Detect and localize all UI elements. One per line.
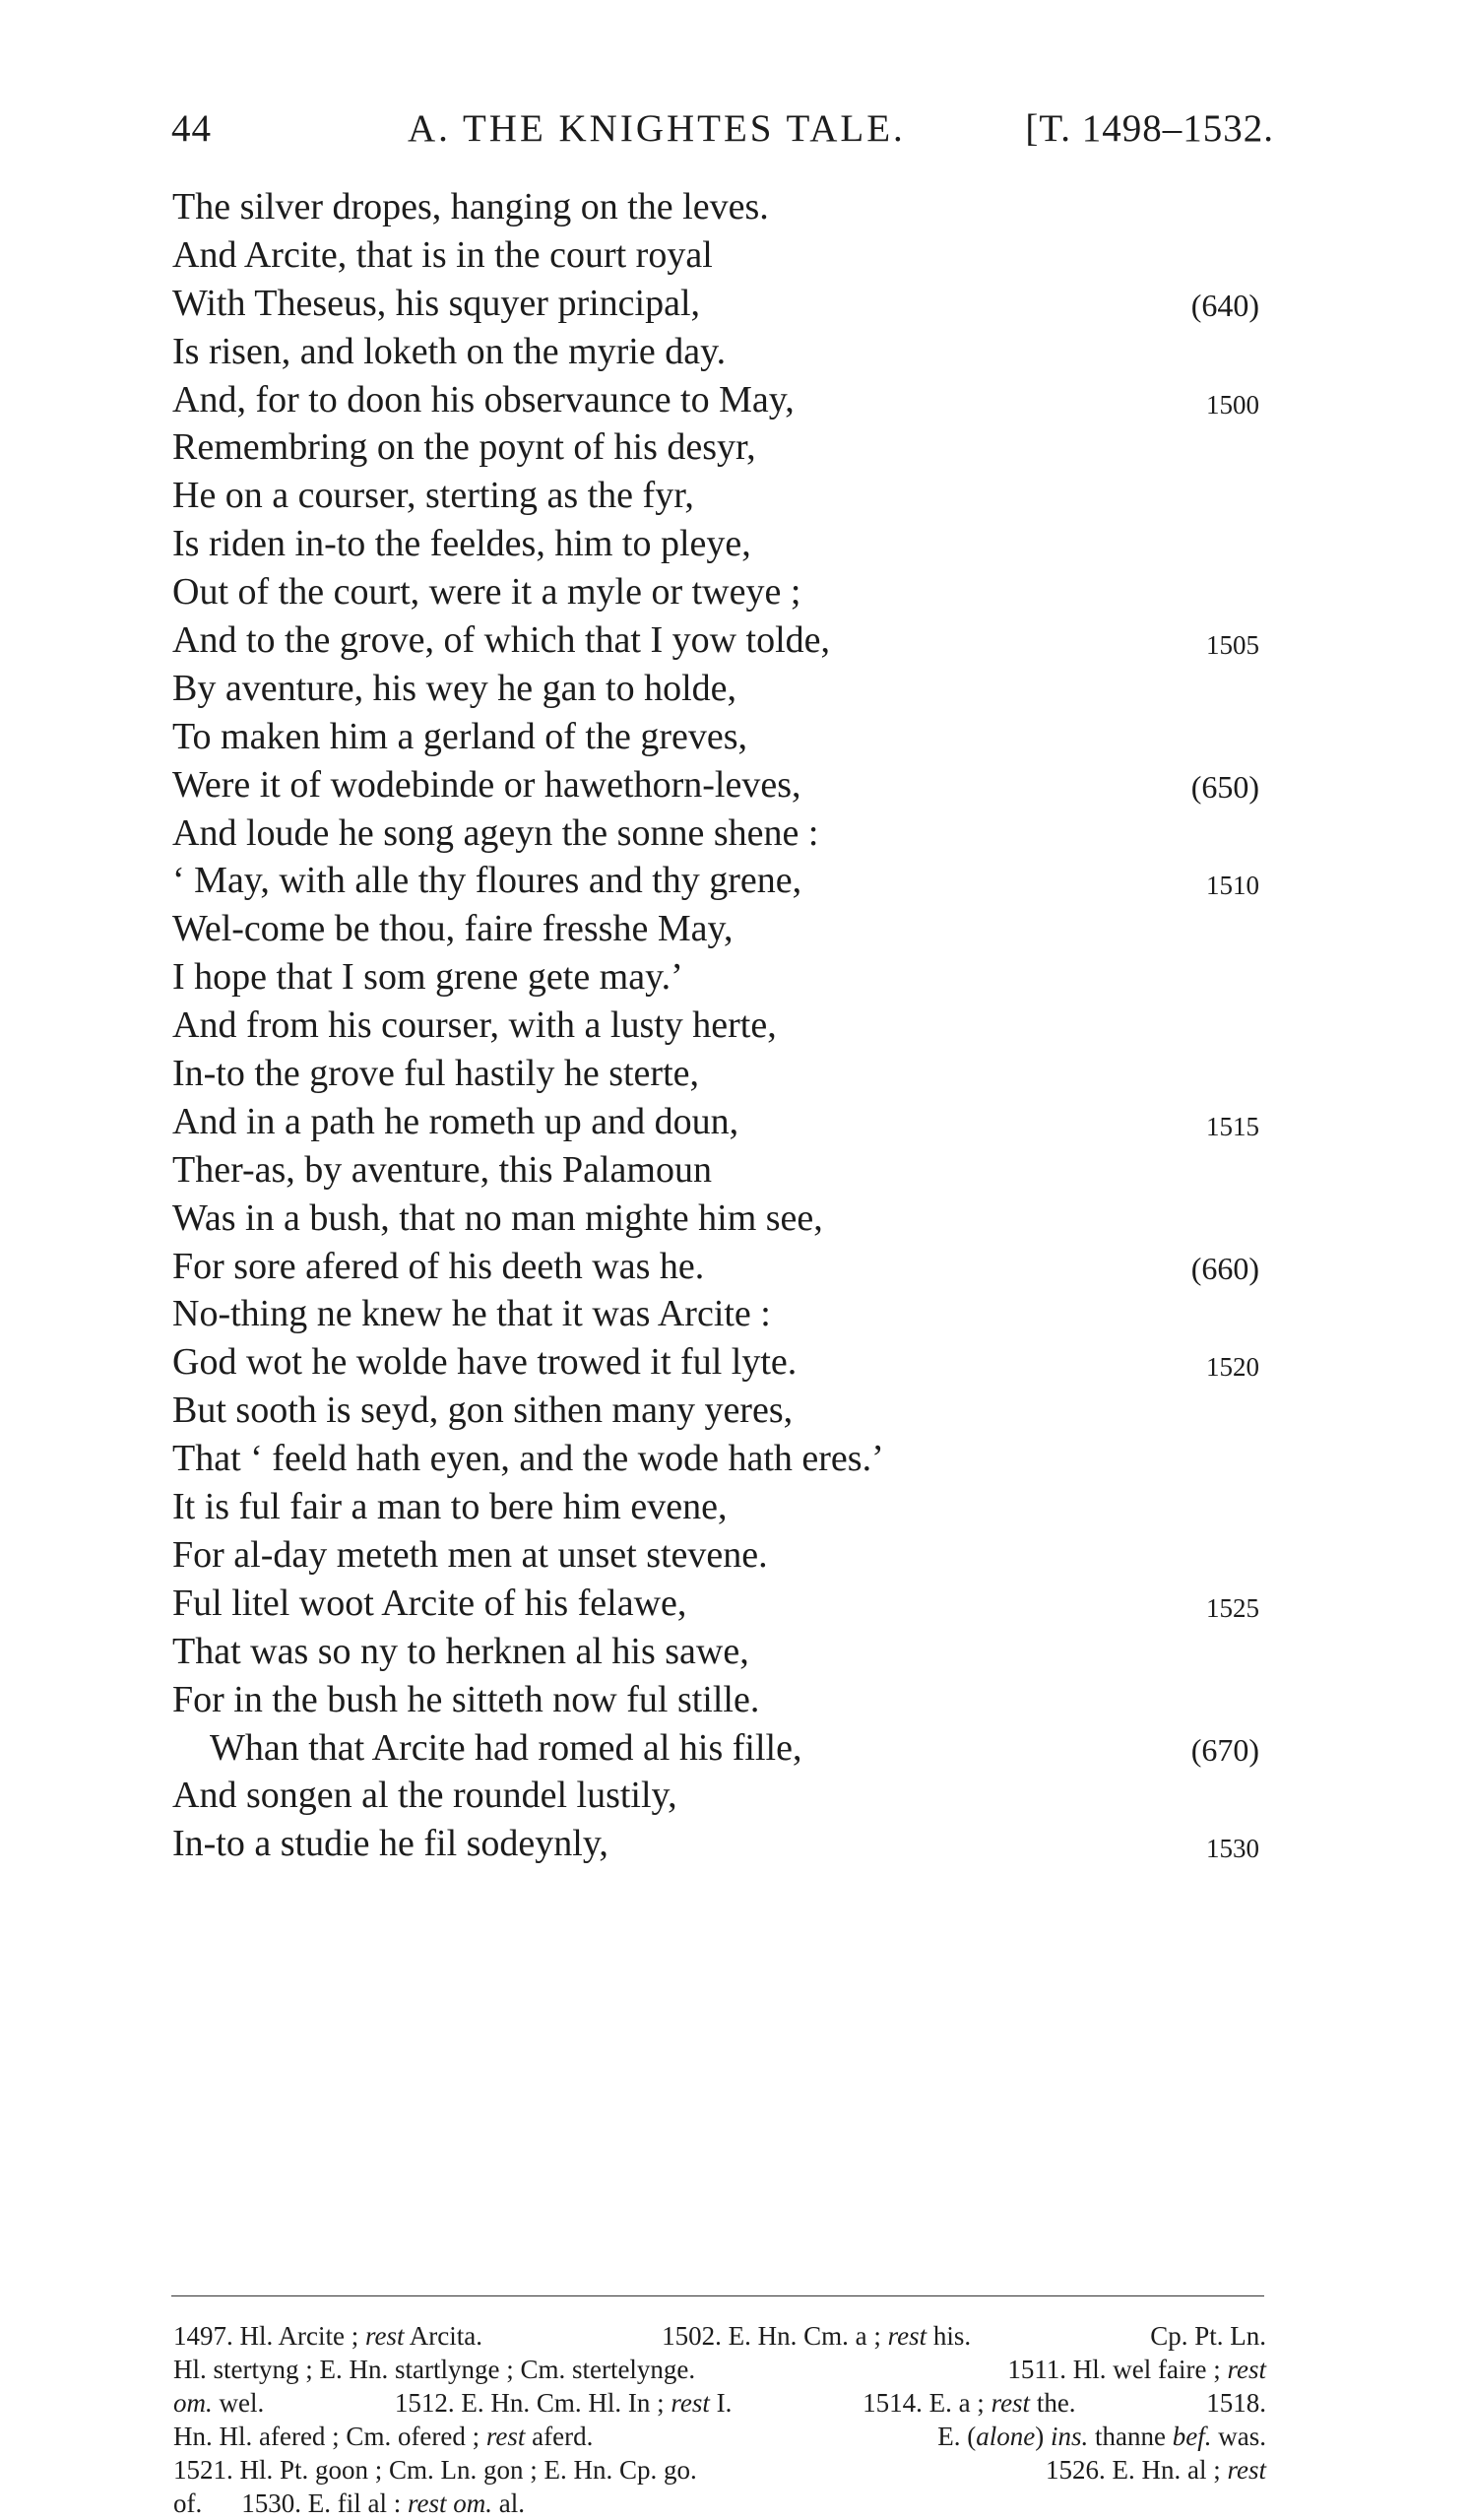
verse-line	[0, 1146, 1470, 1195]
verse-text: And loude he song ageyn the sonne shene :	[172, 811, 819, 854]
verse-line	[0, 953, 1470, 1002]
footnote-line: Hl. stertyng ; E. Hn. startlynge ; Cm. stertelynge. 1511. Hl. wel faire ; rest	[173, 2355, 1266, 2384]
verse-line	[0, 1435, 1470, 1483]
line-number: (670)	[1190, 1731, 1259, 1768]
verse-line	[0, 1387, 1470, 1435]
verse-line	[0, 1531, 1470, 1580]
verse-line	[0, 713, 1470, 761]
running-header	[171, 106, 1274, 156]
footnote-line: 1521. Hl. Pt. goon ; Cm. Ln. gon ; E. Hn. Cp. go. 1526. E. Hn. al ; rest	[173, 2455, 1266, 2485]
verse-line	[0, 905, 1470, 953]
verse-line	[0, 1002, 1470, 1050]
poem-text	[0, 183, 1470, 1868]
line-number: 1530	[1206, 1834, 1259, 1864]
line-number: 1525	[1206, 1592, 1259, 1623]
verse-text: And in a path he rometh up and doun,	[172, 1100, 739, 1142]
verse-line	[0, 616, 1470, 665]
verse-line	[0, 809, 1470, 858]
line-number: 1500	[1206, 389, 1259, 420]
verse-text: For sore afered of his deeth was he.	[172, 1245, 705, 1287]
verse-line	[0, 665, 1470, 713]
verse-text: Is riden in-to the feeldes, him to pleye,	[172, 523, 751, 565]
verse-line	[0, 231, 1470, 280]
verse-line	[0, 280, 1470, 328]
verse-text: And songen al the roundel lustily,	[172, 1775, 677, 1817]
footnote-line: 1497. Hl. Arcite ; rest Arcita. 1502. E. Hn. Cm. a ; rest his. Cp. Pt. Ln.	[173, 2321, 1266, 2351]
verse-line	[0, 1290, 1470, 1338]
verse-text: Whan that Arcite had romed al his fille,	[210, 1726, 802, 1769]
verse-line	[0, 423, 1470, 472]
verse-text: No-thing ne knew he that it was Arcite :	[172, 1293, 771, 1335]
footnotes	[173, 2319, 1266, 2520]
verse-text: In-to the grove ful hastily he sterte,	[172, 1053, 700, 1095]
verse-text: For in the bush he sitteth now ful stille.	[172, 1678, 760, 1720]
running-title: A. THE KNIGHTES TALE.	[408, 107, 906, 150]
verse-text: To maken him a gerland of the greves,	[172, 715, 748, 757]
line-number: 1510	[1206, 871, 1259, 901]
verse-text: Ther-as, by aventure, this Palamoun	[172, 1148, 712, 1191]
footnote-rule	[171, 2295, 1264, 2296]
verse-text: He on a courser, sterting as the fyr,	[172, 475, 694, 517]
verse-line	[0, 1772, 1470, 1820]
verse-text: But sooth is seyd, gon sithen many yeres,	[172, 1389, 794, 1432]
verse-line	[0, 1676, 1470, 1724]
verse-line	[0, 761, 1470, 809]
verse-line	[0, 1483, 1470, 1531]
verse-line	[0, 1195, 1470, 1243]
verse-line	[0, 857, 1470, 905]
verse-line	[0, 1580, 1470, 1628]
verse-text: Wel-come be thou, faire fresshe May,	[172, 908, 734, 950]
verse-text: In-to a studie he fil sodeynly,	[172, 1823, 608, 1865]
footnote-line: Hn. Hl. afered ; Cm. ofered ; rest aferd. E. (alone) ins. thanne bef. was.	[173, 2422, 1266, 2451]
line-number: (640)	[1190, 287, 1259, 323]
line-number: 1520	[1206, 1352, 1259, 1383]
verse-text: For al-day meteth men at unset stevene.	[172, 1533, 768, 1576]
verse-text: ‘ May, with alle thy floures and thy grene,	[172, 860, 802, 902]
verse-line	[0, 472, 1470, 520]
line-range: [T. 1498–1532.	[1025, 107, 1274, 150]
verse-text: And from his courser, with a lusty herte,	[172, 1004, 777, 1047]
verse-line	[0, 376, 1470, 424]
verse-text: Is risen, and loketh on the myrie day.	[172, 330, 727, 372]
verse-text: I hope that I som grene gete may.’	[172, 956, 683, 999]
verse-line	[0, 1724, 1470, 1773]
verse-text: God wot he wolde have trowed it ful lyte.	[172, 1341, 798, 1384]
verse-text: And, for to doon his observaunce to May,	[172, 378, 795, 420]
verse-text: With Theseus, his squyer principal,	[172, 282, 701, 324]
verse-text: And Arcite, that is in the court royal	[172, 233, 713, 276]
verse-text: Remembring on the poynt of his desyr,	[172, 426, 756, 469]
verse-line	[0, 1243, 1470, 1291]
verse-line	[0, 183, 1470, 231]
verse-text: Out of the court, were it a myle or tweye ;	[172, 571, 801, 614]
verse-text: Was in a bush, that no man mighte him see,	[172, 1196, 823, 1239]
line-number: 1505	[1206, 630, 1259, 661]
verse-text: That ‘ feeld hath eyen, and the wode hath eres.’	[172, 1438, 884, 1480]
footnote-line: of. 1530. E. fil al : rest om. al.	[173, 2488, 525, 2518]
verse-line	[0, 568, 1470, 616]
page-number: 44	[171, 107, 212, 150]
verse-text: That was so ny to herknen al his sawe,	[172, 1630, 749, 1672]
verse-line	[0, 520, 1470, 568]
line-number: (650)	[1190, 768, 1259, 805]
verse-line	[0, 1050, 1470, 1098]
verse-text: Ful litel woot Arcite of his felawe,	[172, 1582, 687, 1624]
verse-line	[0, 1338, 1470, 1387]
verse-text: The silver dropes, hanging on the leves.	[172, 186, 769, 227]
line-number: (660)	[1190, 1250, 1259, 1286]
verse-line	[0, 328, 1470, 376]
verse-line	[0, 1098, 1470, 1146]
verse-text: Were it of wodebinde or hawethorn-leves,	[172, 763, 801, 806]
verse-text: And to the grove, of which that I yow tolde,	[172, 619, 831, 662]
footnote-line: om. wel. 1512. E. Hn. Cm. Hl. In ; rest I. 1514. E. a ; rest the. 1518.	[173, 2388, 1266, 2418]
verse-text: It is ful fair a man to bere him evene,	[172, 1486, 728, 1528]
verse-line	[0, 1628, 1470, 1676]
verse-text: By aventure, his wey he gan to holde,	[172, 667, 737, 709]
line-number: 1515	[1206, 1111, 1259, 1141]
verse-line	[0, 1820, 1470, 1868]
